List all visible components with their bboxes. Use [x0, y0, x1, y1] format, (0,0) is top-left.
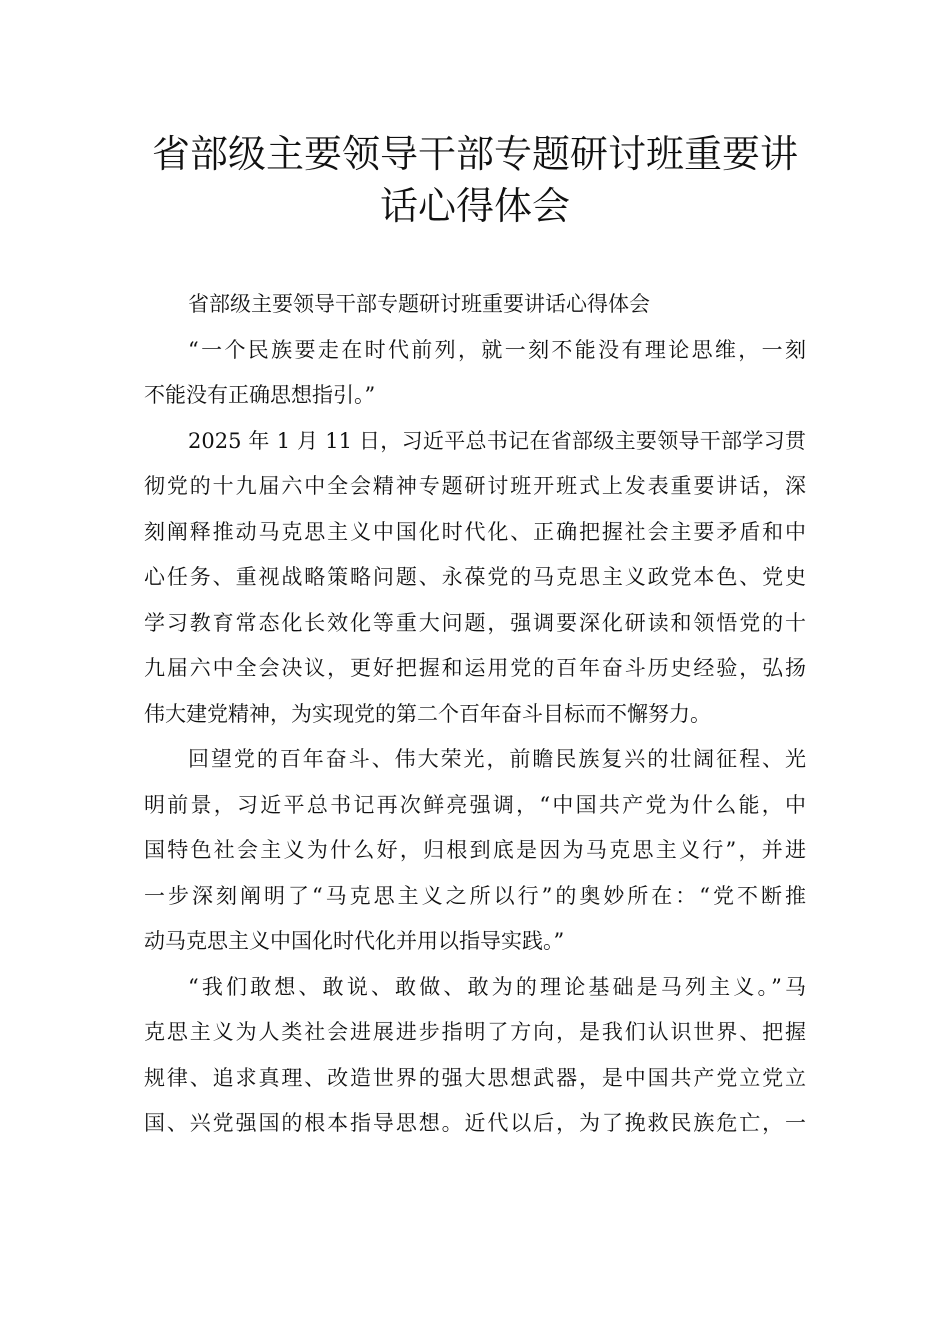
- text-line: 动马克思主义中国化时代化并用以指导实践。”: [144, 929, 565, 953]
- text-line: 2025 年 1 月 11 日，习近平总书记在省部级主要领导干部学习贯: [188, 428, 806, 453]
- paragraph-retrospect: [144, 737, 806, 965]
- text-line: 心任务、重视战略策略问题、永葆党的马克思主义政党本色、党史: [144, 565, 806, 589]
- paragraph-marxism: [144, 965, 806, 1147]
- text-line: 明前景，习近平总书记再次鲜亮强调，“中国共产党为什么能，中: [144, 792, 806, 817]
- text-line: 刻阐释推动马克思主义中国化时代化、正确把握社会主要矛盾和中: [144, 519, 806, 544]
- paragraph-speech: [144, 419, 806, 738]
- text-line: 学习教育常态化长效化等重大问题，强调要深化研读和领悟党的十: [144, 610, 806, 635]
- title-line: 省部级主要领导干部专题研讨班重要讲: [151, 132, 798, 176]
- text-line: 国、兴党强国的根本指导思想。近代以后，为了挽救民族危亡，一: [144, 1111, 806, 1135]
- text-line: “一个民族要走在时代前列，就一刻不能没有理论思维，一刻: [188, 337, 806, 362]
- text-line: 国特色社会主义为什么好，归根到底是因为马克思主义行”，并进: [144, 838, 806, 862]
- text-line: 不能没有正确思想指引。”: [144, 383, 376, 407]
- document-title: [120, 128, 830, 232]
- text-line: 回望党的百年奋斗、伟大荣光，前瞻民族复兴的壮阔征程、光: [188, 747, 806, 771]
- text-line: 省部级主要领导干部专题研讨班重要讲话心得体会: [188, 292, 650, 316]
- title-line: 话心得体会: [379, 184, 570, 228]
- text-line: 彻党的十九届六中全会精神专题研讨班开班式上发表重要讲话，深: [144, 474, 806, 498]
- paragraph-quote: [144, 328, 806, 419]
- text-line: 九届六中全会决议，更好把握和运用党的百年奋斗历史经验，弘扬: [144, 656, 806, 680]
- paragraph-subtitle: [144, 282, 806, 328]
- text-line: 一步深刻阐明了“马克思主义之所以行”的奥妙所在：“党不断推: [144, 883, 806, 908]
- text-line: 克思主义为人类社会进展进步指明了方向，是我们认识世界、把握: [144, 1020, 806, 1044]
- text-line: 伟大建党精神，为实现党的第二个百年奋斗目标而不懈努力。: [144, 701, 711, 726]
- document-body: [144, 282, 806, 1147]
- text-line: 规律、追求真理、改造世界的强大思想武器，是中国共产党立党立: [144, 1065, 806, 1090]
- text-line: “我们敢想、敢说、敢做、敢为的理论基础是马列主义。”马: [188, 974, 806, 999]
